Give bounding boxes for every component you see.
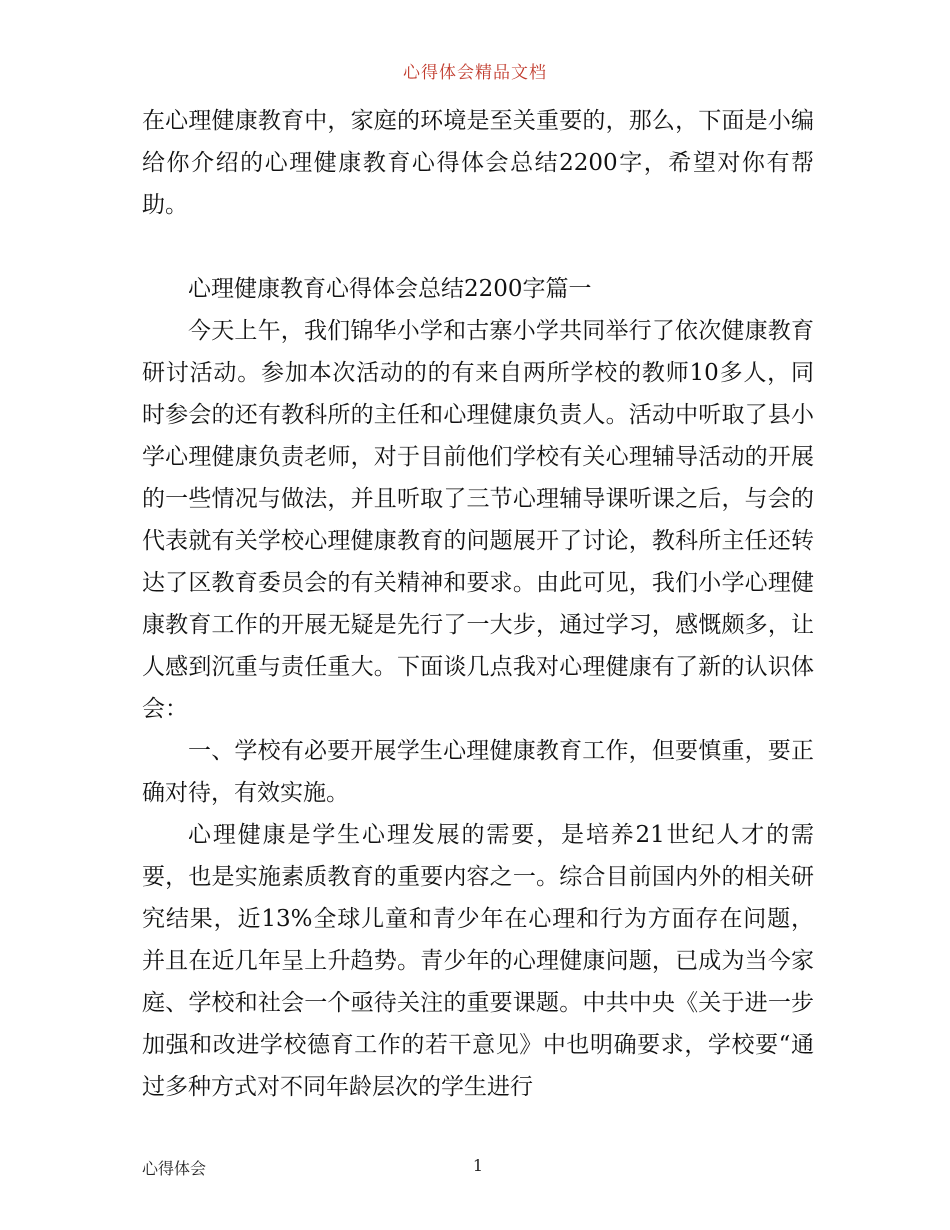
- page-number: 1: [472, 1156, 484, 1175]
- footer-label: 心得体会: [142, 1159, 207, 1178]
- document-body: [142, 100, 814, 1108]
- document-header-title: 心得体会精品文档: [403, 63, 547, 83]
- body-paragraph-1: 今天上午，我们锦华小学和古寨小学共同举行了依次健康教育研讨活动。参加本次活动的的有来自两所学校的教师10多人，同时参会的还有教科所的主任和心理健康负责人。活动中听取了县小学心理健康负责老师，对于目前他们学校有关心理辅导活动的开展的一些情况与做法，并且听取了三节心理辅导课听课之后，与会的代表就有关学校心理健康教育的问题展开了讨论，教科所主任还转达了区教育委员会的有关精神和要求。由此可见，我们小学心理健康教育工作的开展无疑是先行了一大步，通过学习，感慨颇多，让人感到沉重与责任重大。下面谈几点我对心理健康有了新的认识体会：: [142, 318, 814, 722]
- paragraph-spacer: [142, 226, 814, 268]
- section-title: 心理健康教育心得体会总结2200字篇一: [188, 276, 592, 302]
- body-paragraph-2: 心理健康是学生心理发展的需要，是培养21世纪人才的需要，也是实施素质教育的重要内容之一。综合目前国内外的相关研究结果，近13%全球儿童和青少年在心理和行为方面存在问题，并且在近几年呈上升趋势。青少年的心理健康问题，已成为当今家庭、学校和社会一个亟待关注的重要课题。中共中央《关于进一步加强和改进学校德育工作的若干意见》中也明确要求，学校要“通过多种方式对不同年龄层次的学生进行: [142, 822, 814, 1100]
- intro-paragraph: 在心理健康教育中，家庭的环境是至关重要的，那么，下面是小编给你介绍的心理健康教育心得体会总结2200字，希望对你有帮助。: [142, 108, 814, 218]
- point-heading-1: 一、学校有必要开展学生心理健康教育工作，但要慎重，要正确对待，有效实施。: [142, 738, 814, 806]
